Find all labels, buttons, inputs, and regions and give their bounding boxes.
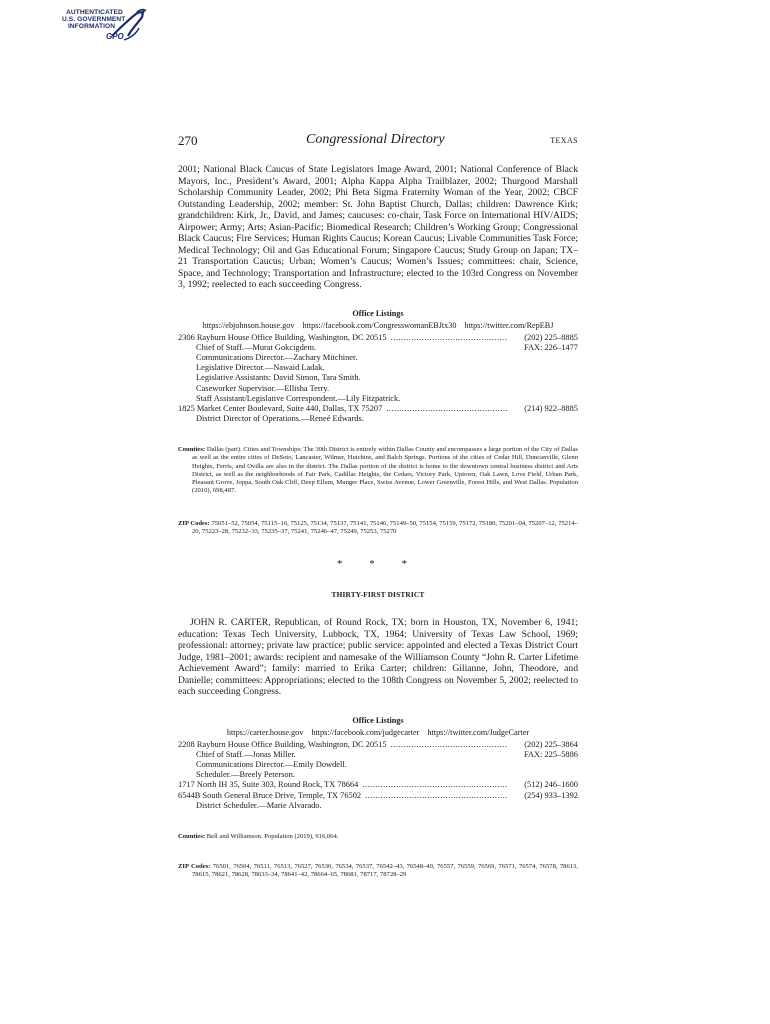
office-listings-heading: Office Listings xyxy=(352,715,404,725)
eagle-icon xyxy=(102,6,152,48)
office-row xyxy=(178,750,578,760)
logo-line-3: INFORMATION xyxy=(68,23,116,30)
counties-note xyxy=(178,446,578,495)
office-fax: FAX: 225–5886 xyxy=(523,749,578,759)
zip-codes-note xyxy=(178,520,578,536)
logo-brand: GPO xyxy=(106,32,124,41)
office-address-block xyxy=(178,333,578,425)
facebook-link[interactable]: https://facebook.com/judgecarter xyxy=(311,727,420,737)
office-address: 6544B South General Bruce Drive, Temple, TX 76502 xyxy=(178,790,362,800)
office-address: 1825 Market Center Boulevard, Suite 440, Dallas, TX 75207 xyxy=(178,403,383,413)
district-heading: THIRTY-FIRST DISTRICT xyxy=(331,590,425,600)
website-link[interactable]: https://ebjohnson.house.gov xyxy=(202,320,295,330)
office-address-block xyxy=(178,740,578,811)
biography-paragraph: JOHN R. CARTER, Republican, of Round Rock, TX; born in Houston, TX, November 6, 1941; education: Texas Tech University, Lubbock, TX, 1964; University of Texas Law School, 1969; professional: attorney; private law practice; public service: appointed and elected a Texas District Court Judge, 1981–2001; awards: recipient and namesake of the Williamson County “John R. Carter Lifetime Achievement Award”; family: married to Erika Carter; children: Gilianne, John, Theodore, and Danielle; committees: Appropriations; elected to the 108th Congress on November 5, 2002; reelected to each succeeding Congress. xyxy=(178,617,578,698)
counties-text: Dallas (part). Cities and Townships: The 30th District is entirely within Dallas County and encompasses a large portion of the City of Dallas as well as the entire cities of DeSoto, Lancaster, Wilmer, Hutchins, and Balch Springs. Portions of the cities of Cedar Hill, Duncanville, Glenn Heights, Ferris, and Ovilla are also in the district. The Dallas portion of the district is home to the downtown central business district and Arts District, as well as the neighborhoods of Fair Park, Cadillac Heights, the Cedars, Victory Park, Uptown, Oak Lawn, Love Field, Urban Park, Pleasant Grove, Joppa, South Oak Cliff, Deep Ellum, Munger Place, Swiss Avenue, Lower Greenville, Forest Hills, and West Dallas. Population (2010), 698,487. xyxy=(192,446,578,494)
staff-line: Legislative Director.—Nawaid Ladak. xyxy=(196,363,325,373)
office-phone: (512) 246–1600 xyxy=(524,780,578,790)
staff-line: Communications Director.—Emily Dowdell. xyxy=(196,759,347,769)
twitter-link[interactable]: https://twitter.com/RepEBJ xyxy=(464,320,554,330)
office-listings-heading: Office Listings xyxy=(352,308,404,318)
staff-line: Staff Assistant/Legislative Correspondent.—Lily Fitzpatrick. xyxy=(196,393,401,403)
office-fax: FAX: 226–1477 xyxy=(523,342,578,352)
office-row xyxy=(178,791,578,801)
page-header xyxy=(178,130,578,152)
office-address: 2306 Rayburn House Office Building, Washington, DC 20515 xyxy=(178,332,387,342)
staff-line: District Director of Operations.—Reneé Edwards. xyxy=(196,414,364,424)
office-phone: (214) 922–8885 xyxy=(524,403,578,413)
office-row xyxy=(178,740,578,750)
counties-note xyxy=(178,833,578,841)
staff-line: Communications Director.—Zachary Mitchiner. xyxy=(196,352,358,362)
logo-line-2: U.S. GOVERNMENT xyxy=(62,16,126,23)
staff-line: Legislative Assistants: David Simon, Tara Smith. xyxy=(196,373,361,383)
logo-line-1: AUTHENTICATED xyxy=(66,9,123,16)
directory-page xyxy=(178,130,578,879)
office-row xyxy=(178,780,578,790)
staff-line: Scheduler.—Breely Peterson. xyxy=(196,770,295,780)
staff-line: Chief of Staff.—Jonas Miller. xyxy=(196,749,296,759)
office-links xyxy=(178,728,578,737)
office-row xyxy=(178,333,578,343)
zip-label: ZIP Codes: xyxy=(178,519,210,527)
staff-line: Chief of Staff.—Murat Gokcigdem. xyxy=(196,342,317,352)
facebook-link[interactable]: https://facebook.com/CongresswomanEBJtx30 xyxy=(302,320,457,330)
gpo-authentication-logo xyxy=(62,6,152,48)
section-separator: * * * xyxy=(337,558,419,571)
biography-paragraph: 2001; National Black Caucus of State Legislators Image Award, 2001; National Conference of Black Mayors, Inc., President’s Award, 2001; Alpha Kappa Alpha Trailblazer, 2002; Thurgood Marshall Scholarship Community Leader, 2002; Phi Beta Sigma Fraternity Woman of the Year, 2002; CBCF Outstanding Leadership, 2002; member: St. John Baptist Church, Dallas; children: Dawrence Kirk; grandchildren: Kirk, Jr., David, and James; caucuses: co-chair, Task Force on International HIV/AIDS; Airpower; Army; Arts; Asian-Pacific; Biomedical Research; Children’s Working Group; Congressional Black Caucus; Fire Services; Human Rights Caucus; Korean Caucus; Livable Communities Task Force; Medical Technology; Oil and Gas Educational Forum; Singapore Caucus; Study Group on Japan; TX–21 Transportation Caucus; Urban; Women’s Caucus; Women’s Issues; committees: chair, Science, Space, and Technology; Transportation and Infrastructure; elected to the 103rd Congress on November 3, 1992; reelected to each succeeding Congress. xyxy=(178,164,578,290)
zip-label: ZIP Codes: xyxy=(178,863,211,871)
office-phone: (254) 933–1392 xyxy=(524,790,578,800)
office-phone: (202) 225–3864 xyxy=(524,739,578,749)
counties-text: Bell and Williamson. Population (2019), 916,064. xyxy=(206,833,339,840)
twitter-link[interactable]: https://twitter.com/JudgeCarter xyxy=(427,727,530,737)
counties-label: Counties: xyxy=(178,446,206,454)
page-number: 270 xyxy=(178,133,198,148)
office-address: 1717 North IH 35, Suite 303, Round Rock, TX 78664 xyxy=(178,780,359,790)
counties-label: Counties: xyxy=(178,833,206,840)
staff-line: Caseworker Supervisor.—Ellisha Terry. xyxy=(196,383,330,393)
zip-text: 75051–52, 75054, 75115–16, 75125, 75134, 75137, 75141, 75146, 75149–50, 75154, 75159, 75172, 75180, 75201–04, 75207–12, 75214–20, 75223–28, 75232–33, 75235–37, 75241, 75246–47, 75249, 75253, 75270 xyxy=(192,519,578,535)
office-address: 2208 Rayburn House Office Building, Washington, DC 20515 xyxy=(178,739,387,749)
website-link[interactable]: https://carter.house.gov xyxy=(226,727,304,737)
office-phone: (202) 225–8885 xyxy=(524,332,578,342)
office-row xyxy=(178,404,578,414)
page-title: Congressional Directory xyxy=(306,132,445,147)
zip-text: 76501, 76504, 76511, 76513, 76527, 76530, 76534, 76537, 76542–43, 76548–49, 76557, 76559, 76569, 76571, 76574, 76578, 78613, 78615, 78621, 78628, 78633–34, 78641–42, 78664–65, 78681, 78717, 78728–29 xyxy=(192,863,578,879)
office-row xyxy=(178,343,578,353)
staff-line: District Scheduler.—Marie Alvarado. xyxy=(196,800,322,810)
state-label: TEXAS xyxy=(550,136,578,145)
zip-codes-note xyxy=(178,863,578,879)
office-links xyxy=(178,321,578,330)
